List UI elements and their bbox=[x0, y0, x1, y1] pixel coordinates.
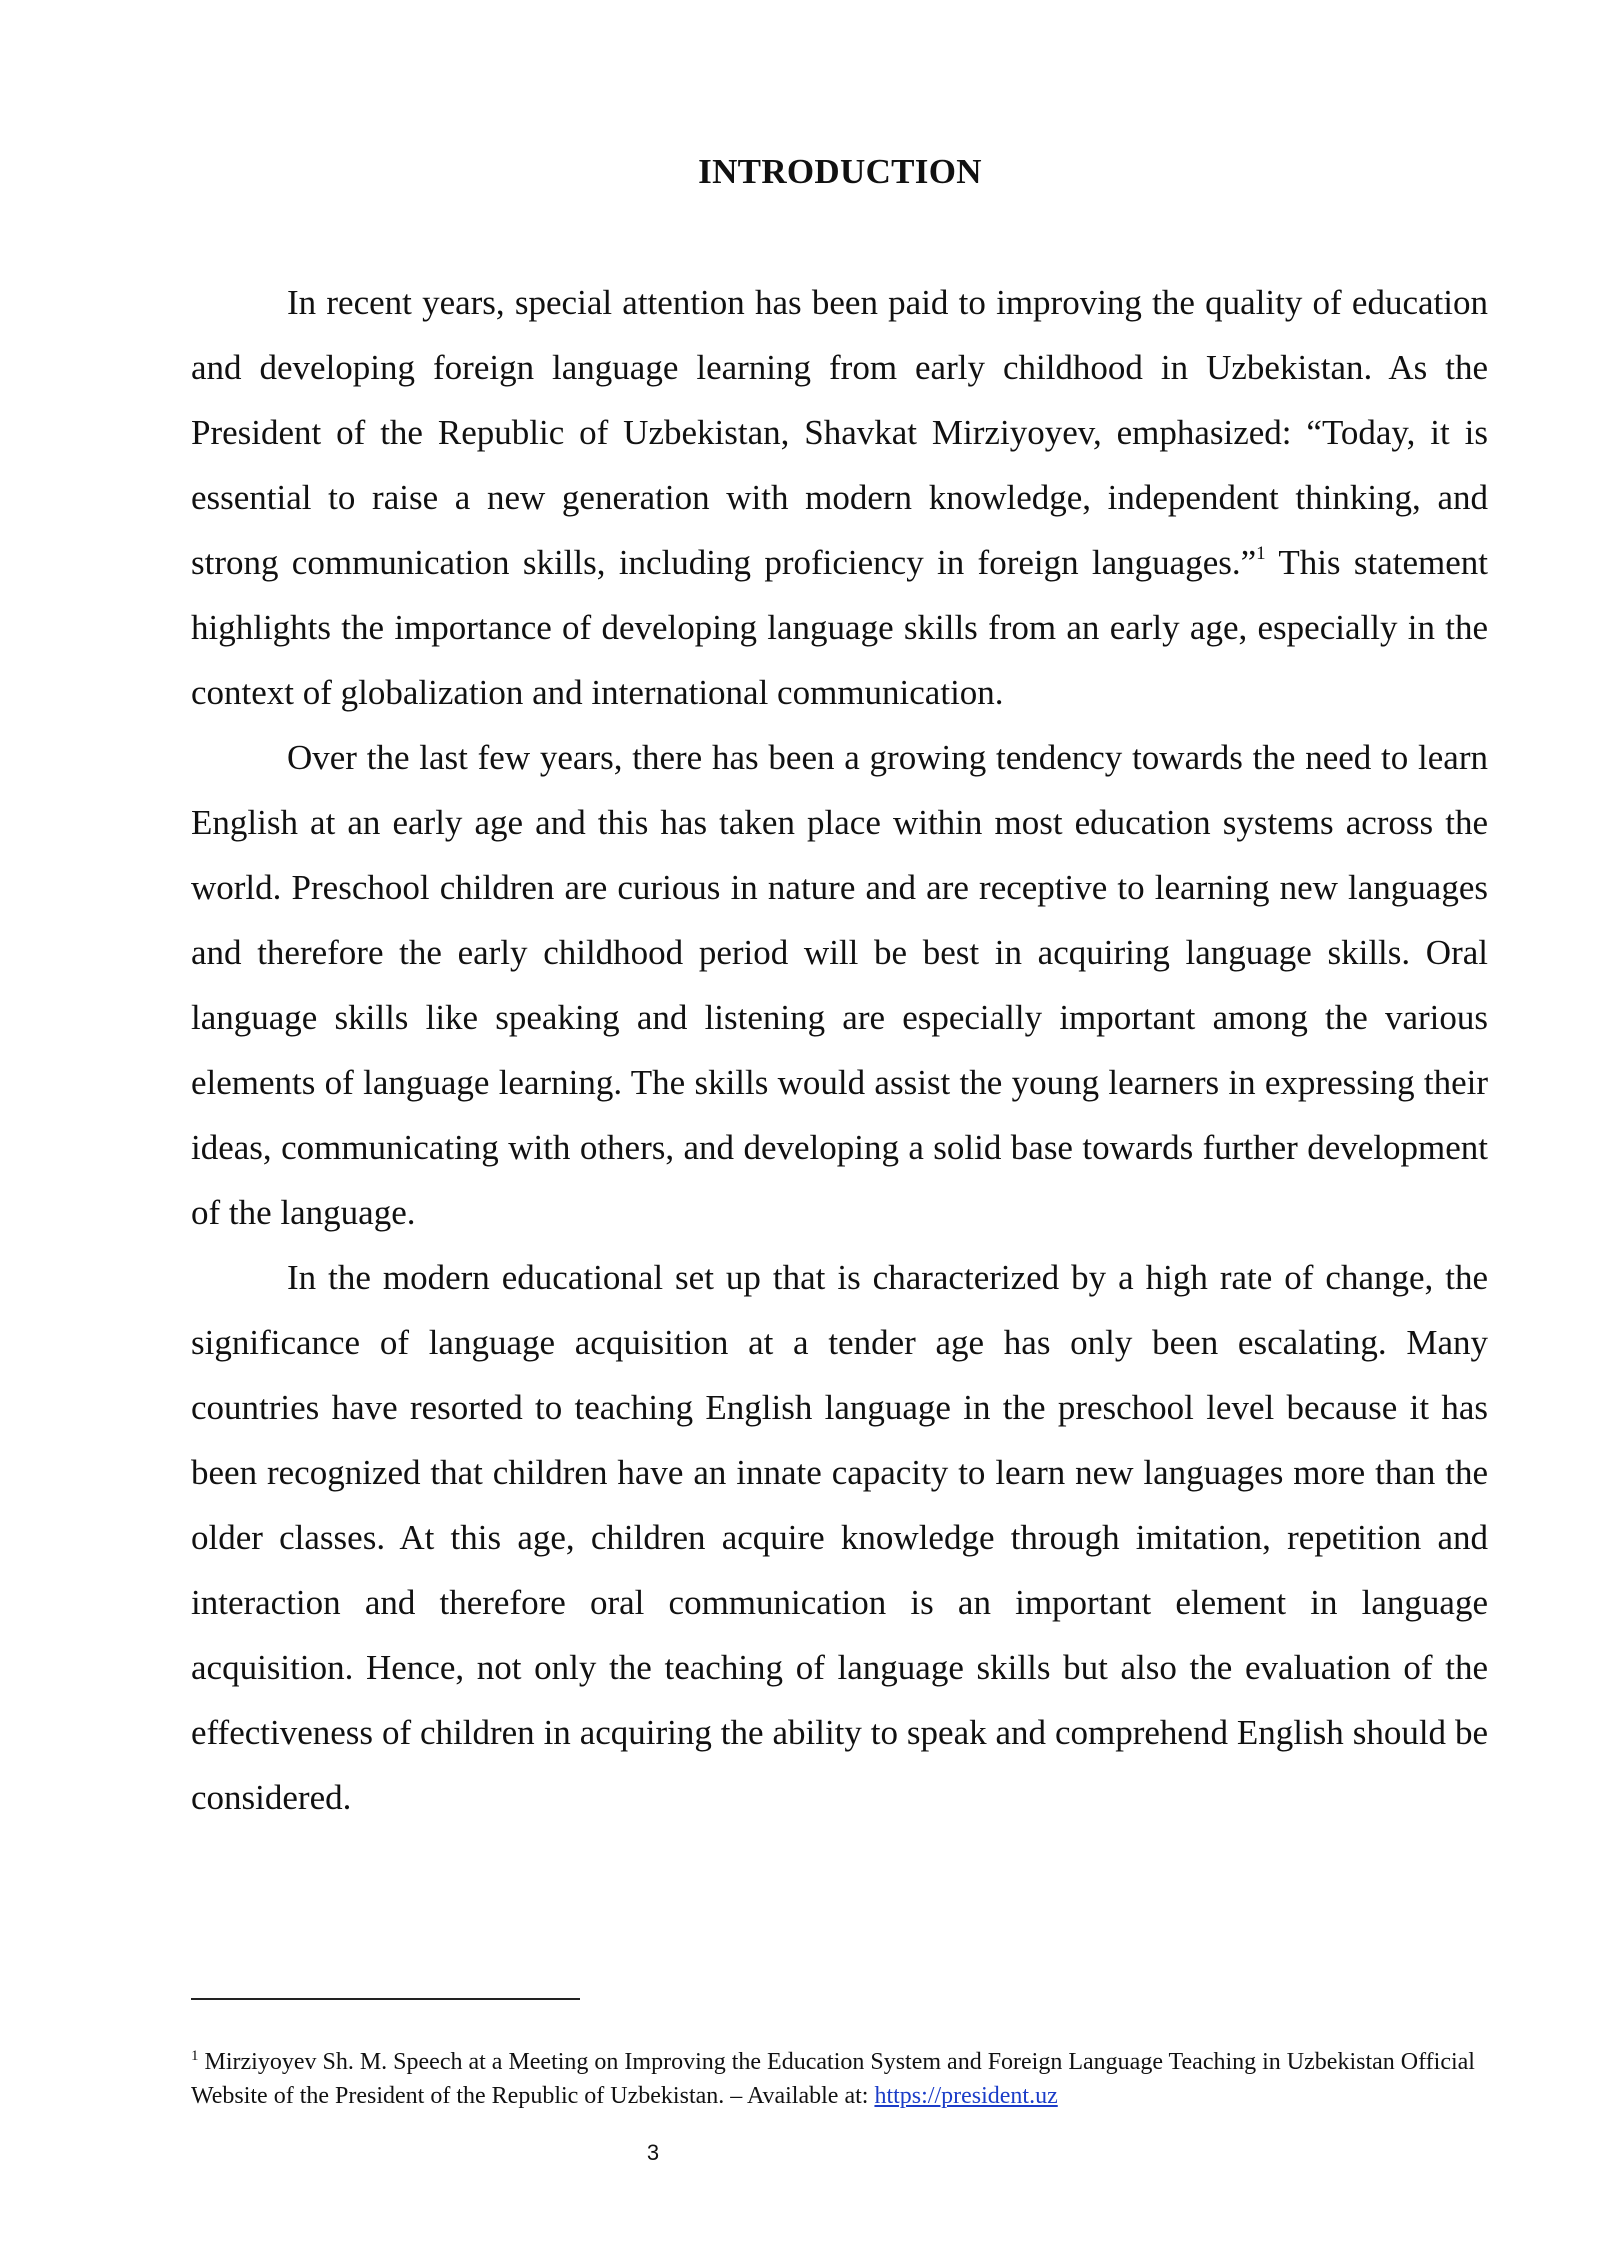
footnote-text: Mirziyoyev Sh. M. Speech at a Meeting on Improving the Education System and Foreign Language Teaching in Uzbekistan Official Website of the President of the Republic of Uzbekistan. – Available at: bbox=[191, 2049, 1475, 2109]
paragraph-2: Over the last few years, there has been a growing tendency towards the need to learn English at an early age and this has taken place within most education systems across the world. Preschool children are curious in nature and are receptive to learning new languages and therefore the early childhood period will be best in acquiring language skills. Oral language skills like speaking and listening are especially important among the various elements of language learning. The skills would assist the young learners in expressing their ideas, communicating with others, and developing a solid base towards further development of the language. bbox=[191, 738, 1488, 1232]
paragraph-1 bbox=[191, 270, 1488, 725]
paragraph-1-text: In recent years, special attention has been paid to improving the quality of education and developing foreign language learning from early childhood in Uzbekistan. As the President of the Republic of Uzbekistan, Shavkat Mirziyoyev, emphasized: “Today, it is essential to raise a new generation with modern knowledge, independent thinking, and strong communication skills, including proficiency in foreign languages.” bbox=[191, 283, 1488, 582]
footnote-number: 1 bbox=[191, 2048, 199, 2064]
paragraph-1-continuation: This statement highlights the importance of developing language skills from an early age, especially in the context of globalization and international communication. bbox=[191, 543, 1488, 712]
footnote-reference[interactable]: 1 bbox=[1256, 543, 1266, 565]
footnote-separator bbox=[191, 1998, 580, 2000]
footnote-link[interactable]: https://president.uz bbox=[874, 2083, 1058, 2109]
page-title: INTRODUCTION bbox=[698, 152, 982, 191]
footnote bbox=[191, 2045, 1501, 2113]
paragraph-3: In the modern educational set up that is characterized by a high rate of change, the significance of language acquisition at a tender age has only been escalating. Many countries have resorted to teaching English language in the preschool level because it has been recognized that children have an innate capacity to learn new languages more than the older classes. At this age, children acquire knowledge through imitation, repetition and interaction and therefore oral communication is an important element in language acquisition. Hence, not only the teaching of language skills but also the evaluation of the effectiveness of children in acquiring the ability to speak and comprehend English should be considered. bbox=[191, 1258, 1488, 1817]
body-text bbox=[191, 270, 1488, 1830]
page-number: 3 bbox=[646, 2140, 660, 2165]
